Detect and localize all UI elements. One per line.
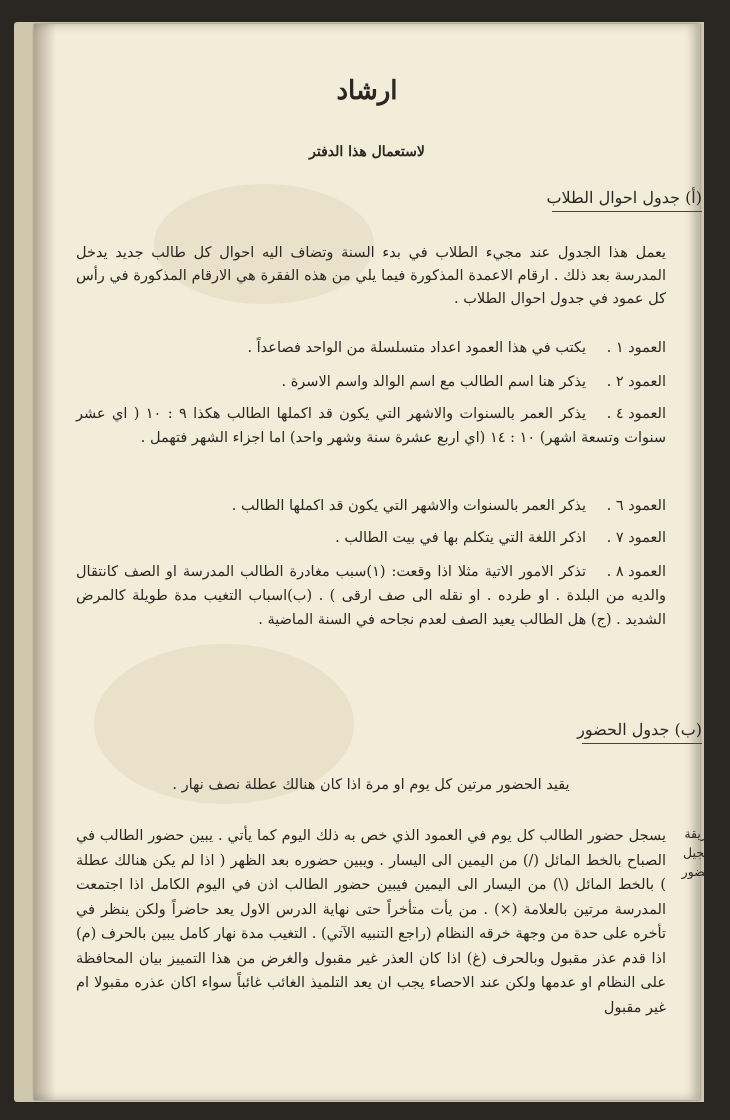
column-item-label: العمود ١ . [606,340,666,356]
column-item-label: العمود ٧ . [606,530,666,546]
section-b-heading-text: (ب) جدول الحضور [577,720,702,739]
column-item [76,560,666,632]
column-item-text: يكتب في هذا العمود اعداد متسلسلة من الواحد فصاعداً . [247,340,586,356]
column-item-label: العمود ٦ . [606,498,666,514]
section-b-heading [577,720,702,742]
column-item [76,526,666,550]
section-a-underline [552,211,702,212]
section-a-intro: يعمل هذا الجدول عند مجيء الطلاب في بدء السنة وتضاف اليه احوال كل طالب جديد يدخل المدرسة بعد ذلك . ارقام الاعمدة المذكورة فيما يلي من هذه الفقرة هي الارقام المذكورة في رأس كل عمود في جدول احوال الطلاب . [76,245,666,307]
spine-shadow [34,24,56,1100]
column-item [76,370,666,394]
column-item-label: العمود ٨ . [606,564,666,580]
section-a-heading-text: (أ) جدول احوال الطلاب [546,188,702,207]
section-a-heading [546,188,702,210]
document-page [34,24,721,1100]
section-b-underline [582,743,702,744]
column-item [76,494,666,518]
margin-note: طريقة تسجيل الحضور [681,826,721,879]
page-title: ارشاد [336,76,398,106]
section-b-body: يسجل حضور الطالب كل يوم في العمود الذي خص به ذلك اليوم كما يأتي . يبين حضور الطالب في الصباح بالخط المائل (/) من اليمين الى اليسار . ويبين حضوره بعد الظهر ( اذا لم يكن هنالك عطلة ) بالخط المائل (\) من اليسار الى اليمين فيبين حضور الطالب اذن في اليوم الكامل اذا اجتمعت المدرسة مرتين بالعلامة (×) . من يأت متأخراً حتى نهاية الدرس الاول يعد حاضراً ولكن ينظر في تأخره على حدة من وجهة خرقه النظام (راجع التنبيه الآتي) . التغيب مدة نهار كامل يبين بالحرف (م) اذا قدم عذر مقبول وبالحرف (غ) اذا كان العذر غير مقبول والغرض من هذا التمييز بيان المحافظة على النظام او عدمها ولكن عند الاحصاء يجب ان يعد التلميذ الغائب غائباً سواء اكان عذره مقبولا ام غير مقبول [76,828,666,1016]
column-item [76,402,666,450]
page-subtitle: لاستعمال هذا الدفتر [309,144,425,160]
column-item-text: اذكر اللغة التي يتكلم بها في بيت الطالب . [335,530,586,546]
column-item-text: يذكر هنا اسم الطالب مع اسم الوالد واسم الاسرة . [281,374,586,390]
column-item-label: العمود ٢ . [606,374,666,390]
column-item-text: تذكر الامور الاتية مثلا اذا وقعت: (١)سبب مغادرة الطالب المدرسة او الصف كانتقال والديه من البلدة . او طرده . او نقله الى صف ارقى ) . (ب)اسباب التغيب مدة طويلة كالمرض الشديد . (ج) هل الطالب يعيد الصف لعدم نجاحه في السنة الماضية . [76,564,666,628]
column-item-label: العمود ٤ . [606,406,666,422]
column-item-text: يذكر العمر بالسنوات والاشهر التي يكون قد اكملها الطالب هكذا ٩ : ١٠ ( اي عشر سنوات وتسعة اشهر) ١٠ : ١٤ (اي اربع عشرة سنة وشهر واحد) اما اجزاء الشهر فتهمل . [76,406,666,446]
column-item-text: يذكر العمر بالسنوات والاشهر التي يكون قد اكملها الطالب . [231,498,586,514]
section-b-intro: يقيد الحضور مرتين كل يوم او مرة اذا كان هنالك عطلة نصف نهار . [172,777,570,793]
column-item [76,336,666,360]
